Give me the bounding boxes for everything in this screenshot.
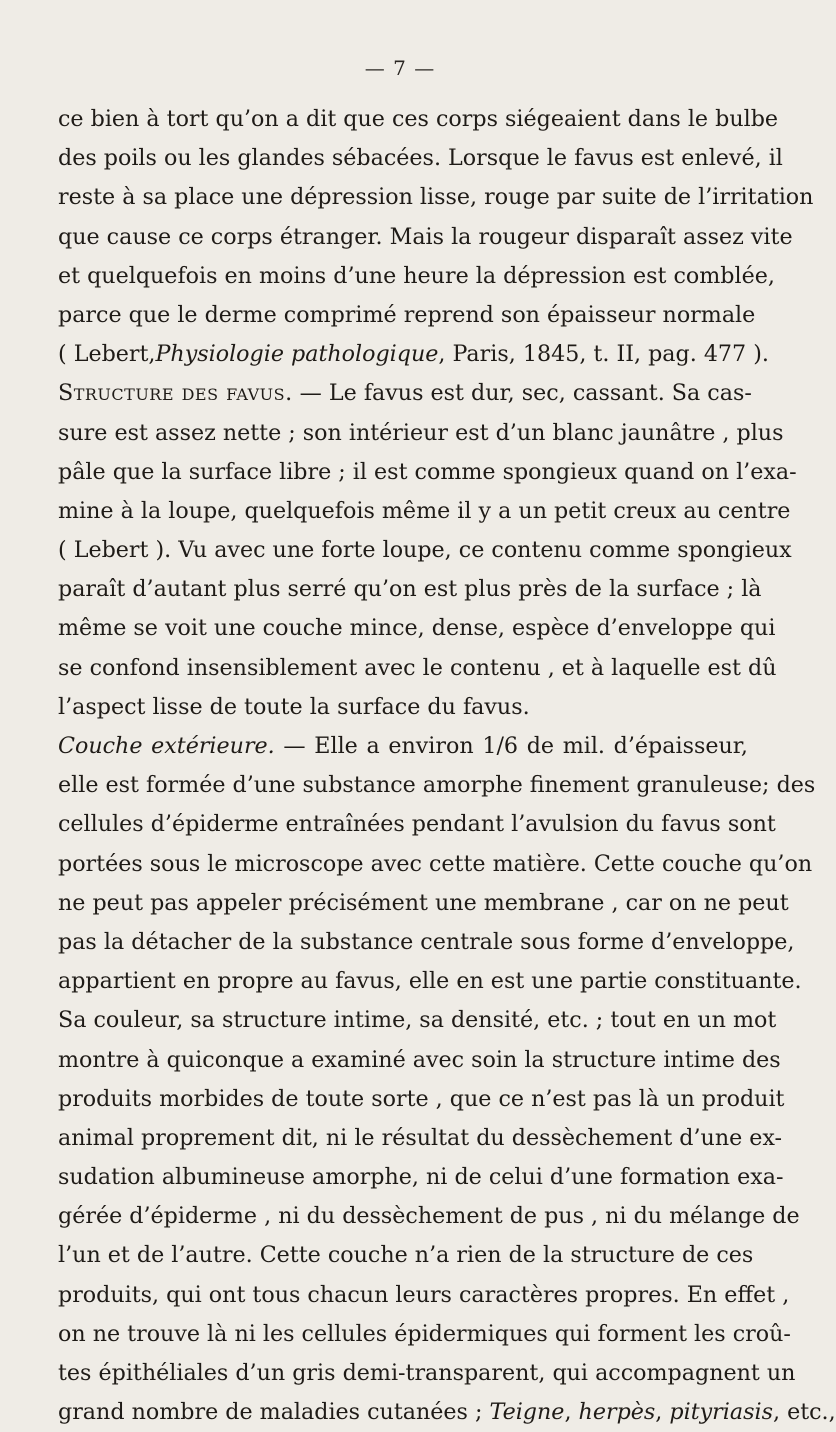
text-segment: cellules d’épiderme entraînées pendant l’avulsion du favus sont <box>58 811 776 838</box>
text-line <box>58 1041 781 1080</box>
text-segment: on ne trouve là ni les cellules épidermiques qui forment les croû- <box>58 1320 791 1347</box>
text-segment: portées sous le microscope avec cette matière. Cette couche qu’on <box>58 850 813 877</box>
page-number: — 7 — <box>364 56 436 80</box>
italic-text: Couche extérieure. <box>58 733 275 759</box>
text-segment: l’un et de l’autre. Cette couche n’a rien de la structure de ces <box>58 1242 754 1269</box>
text-segment: ce bien à tort qu’on a dit que ces corps siégeaient dans le bulbe <box>58 106 779 132</box>
text-segment: , <box>655 1399 670 1426</box>
text-segment: , etc., <box>772 1399 836 1426</box>
section-heading: Structure des favus. <box>58 380 293 407</box>
text-segment: des poils ou les glandes sébacées. Lorsque le favus est enlevé, il <box>58 145 783 172</box>
body-text <box>58 100 836 1432</box>
text-segment: — Le favus est dur, sec, cassant. Sa cas- <box>292 380 752 407</box>
text-segment: pâle que la surface libre ; il est comme spongieux quand on l’exa- <box>58 458 797 485</box>
text-segment: l’aspect lisse de toute la surface du favus. <box>58 693 530 720</box>
text-line <box>58 296 756 335</box>
text-segment: sudation albumineuse amorphe, ni de celui d’une formation exa- <box>58 1164 784 1191</box>
text-segment: grand nombre de maladies cutanées ; <box>58 1399 490 1426</box>
text-segment: , Paris, 1845, t. II, pag. 477 ). <box>438 341 769 368</box>
text-line <box>58 766 816 805</box>
text-line <box>58 492 791 531</box>
text-segment: produits, qui ont tous chacun leurs caractères propres. En effet , <box>58 1281 790 1308</box>
text-segment: Sa couleur, sa structure intime, sa densité, etc. ; tout en un mot <box>58 1007 777 1034</box>
text-segment: ( Lebert, <box>58 341 156 368</box>
italic-text: herpès <box>578 1399 656 1426</box>
text-line <box>58 1158 784 1197</box>
text-line <box>58 1393 836 1432</box>
text-segment: que cause ce corps étranger. Mais la rougeur disparaît assez vite <box>58 223 793 250</box>
italic-text: pityriasis <box>669 1399 773 1426</box>
text-line <box>58 962 802 1001</box>
text-segment: montre à quiconque a examiné avec soin la structure intime des <box>58 1046 781 1073</box>
text-segment: même se voit une couche mince, dense, espèce d’enveloppe qui <box>58 615 776 642</box>
text-line <box>58 923 795 962</box>
text-segment: pas la détacher de la substance centrale sous forme d’enveloppe, <box>58 928 795 955</box>
text-line <box>58 1315 791 1354</box>
text-segment: , <box>564 1399 579 1426</box>
text-line <box>58 1197 800 1236</box>
text-line <box>58 100 779 139</box>
text-segment: mine à la loupe, quelquefois même il y a un petit creux au centre <box>58 497 791 524</box>
text-segment: ( Lebert ). Vu avec une forte loupe, ce contenu comme spongieux <box>58 537 792 564</box>
text-segment: et quelquefois en moins d’une heure la dépression est comblée, <box>58 262 775 289</box>
text-line <box>58 688 748 727</box>
italic-text: Physiologie pathologique <box>155 341 439 368</box>
text-line <box>58 1236 754 1275</box>
text-line <box>58 649 777 688</box>
text-segment: — Elle a environ 1/6 de mil. d’épaisseur, <box>274 733 748 759</box>
text-line <box>58 335 769 374</box>
text-line <box>58 1354 796 1393</box>
text-line <box>58 1119 783 1158</box>
text-segment: appartient en propre au favus, elle en est une partie constituante. <box>58 968 802 995</box>
text-line <box>58 845 813 884</box>
italic-text: Teigne <box>489 1399 565 1426</box>
text-line <box>58 257 775 296</box>
text-segment: paraît d’autant plus serré qu’on est plus près de la surface ; là <box>58 576 762 603</box>
text-segment: reste à sa place une dépression lisse, rouge par suite de l’irritation <box>58 184 814 211</box>
text-segment: se confond insensiblement avec le contenu , et à laquelle est dû <box>58 654 777 681</box>
text-segment: sure est assez nette ; son intérieur est d’un blanc jaunâtre , plus <box>58 419 784 446</box>
text-segment: produits morbides de toute sorte , que ce n’est pas là un produit <box>58 1085 785 1112</box>
text-line <box>58 570 762 609</box>
text-line <box>58 414 784 453</box>
text-line <box>58 805 776 844</box>
text-line <box>58 374 752 413</box>
text-line <box>58 139 783 178</box>
text-line <box>58 609 776 648</box>
text-line <box>58 1080 785 1119</box>
text-line <box>58 727 748 766</box>
text-line <box>58 1001 777 1040</box>
text-segment: ne peut pas appeler précisément une membrane , car on ne peut <box>58 889 789 916</box>
text-segment: tes épithéliales d’un gris demi-transparent, qui accompagnent un <box>58 1360 796 1386</box>
text-segment: gérée d’épiderme , ni du dessèchement de pus , ni du mélange de <box>58 1203 800 1230</box>
text-segment: elle est formée d’une substance amorphe finement granuleuse; des <box>58 772 816 799</box>
text-line <box>58 1276 790 1315</box>
text-line <box>58 178 814 217</box>
text-segment: animal proprement dit, ni le résultat du dessèchement d’une ex- <box>58 1124 783 1151</box>
text-line <box>58 453 797 492</box>
text-line <box>58 218 793 257</box>
text-line <box>58 531 792 570</box>
text-line <box>58 884 789 923</box>
text-segment: parce que le derme comprimé reprend son épaisseur normale <box>58 301 756 328</box>
